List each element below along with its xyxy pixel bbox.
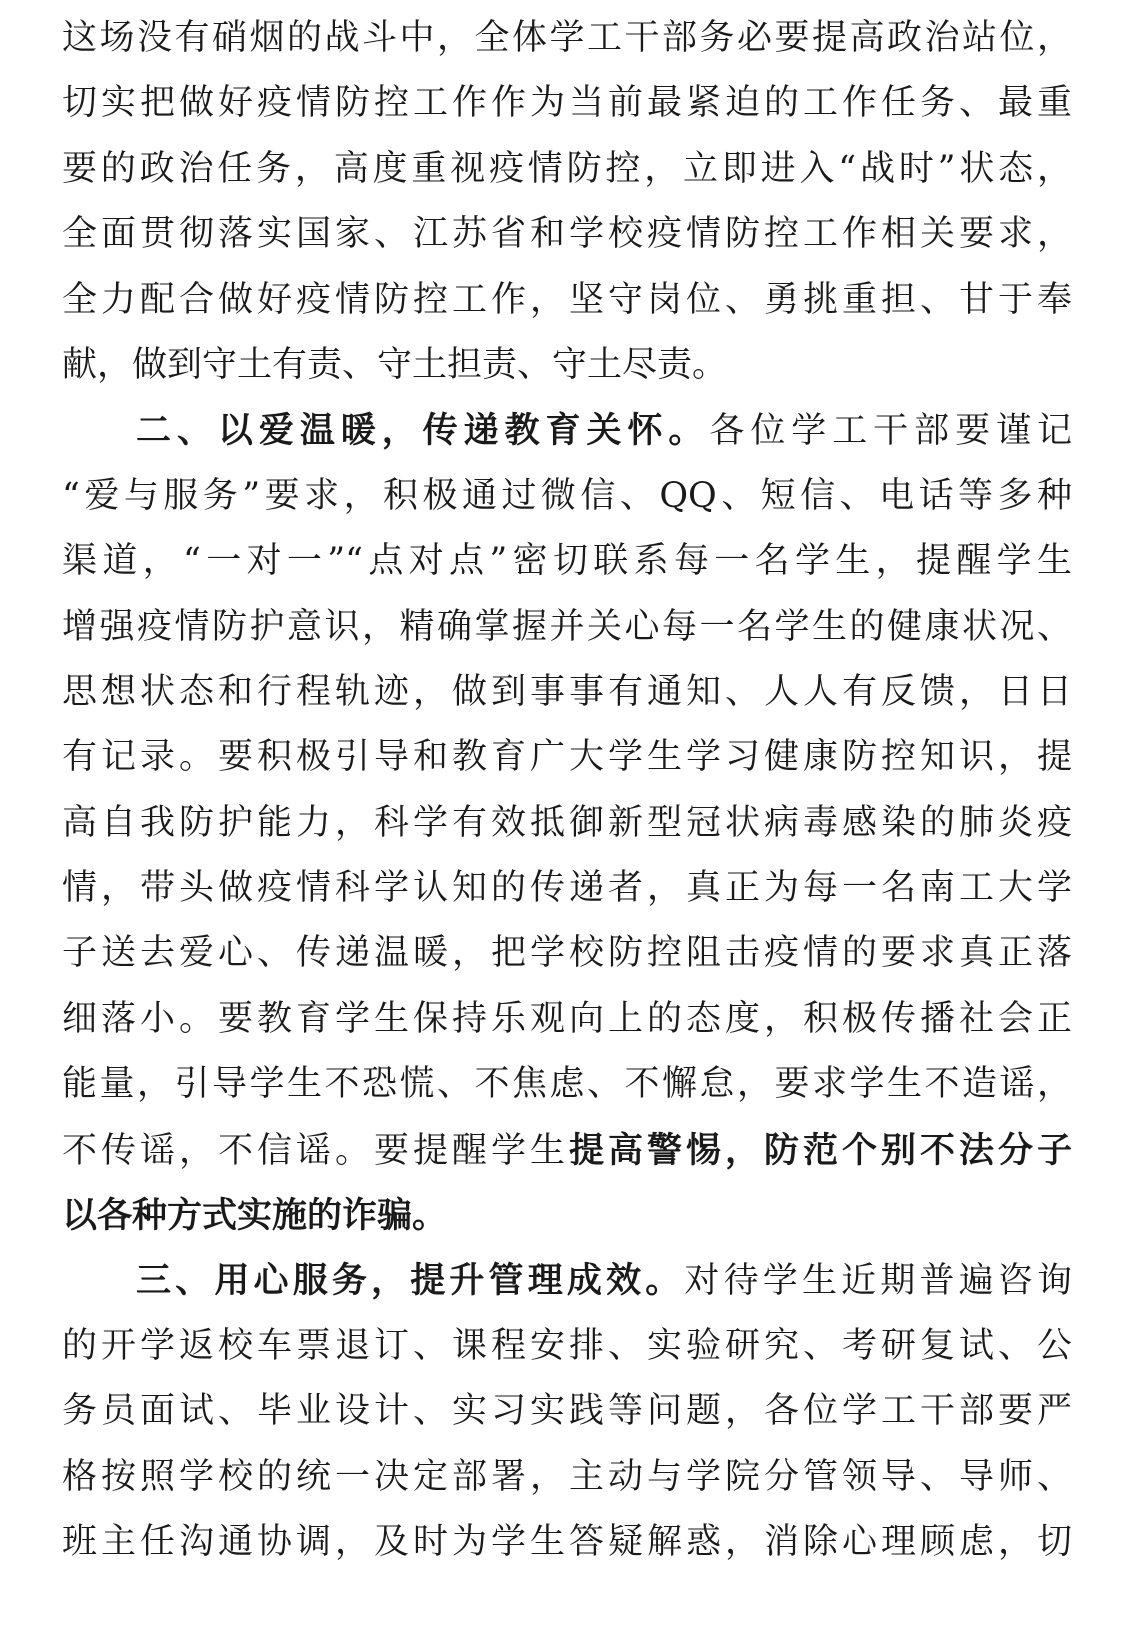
paragraph-1-line-4: 全面贯彻落实国家、江苏省和学校疫情防控工作相关要求，	[62, 214, 1072, 255]
paragraph-1-line-5: 全力配合做好疫情防控工作，坚守岗位、勇挑重担、甘于奉	[62, 279, 1072, 320]
paragraph-2-line-8: 情，带头做疫情科学认知的传递者，真正为每一名南工大学	[62, 868, 1072, 909]
paragraph-1-line-6: 献，做到守土有责、守土担责、守土尽责。	[62, 344, 728, 385]
paragraph-2-line-5: 思想状态和行程轨迹，做到事事有通知、人人有反馈，日日	[62, 671, 1072, 712]
section-heading-2: 二、以爱温暖，传递教育关怀。	[136, 410, 710, 452]
paragraph-2-line-10: 细落小。要教育学生保持乐观向上的态度，积极传播社会正	[62, 998, 1072, 1039]
paragraph-1-line-2: 切实把做好疫情防控工作作为当前最紧迫的工作任务、最重	[62, 83, 1072, 124]
paragraph-2-line-6: 有记录。要积极引导和教育广大学生学习健康防控知识，提	[62, 737, 1072, 778]
paragraph-2-line-9: 子送去爱心、传递温暖，把学校防控阻击疫情的要求真正落	[62, 933, 1072, 974]
paragraph-2-line-3: 渠道，“一对一”“点对点”密切联系每一名学生，提醒学生	[62, 541, 1072, 582]
paragraph-2-line-12	[62, 1118, 1072, 1183]
paragraph-3-line-3: 务员面试、毕业设计、实习实践等问题，各位学工干部要严	[62, 1391, 1072, 1432]
paragraph-2-line-12-text: 不传谣，不信谣。要提醒学生	[62, 1130, 569, 1171]
paragraph-2-first-line	[62, 398, 1072, 463]
section-heading-3: 三、用心服务，提升管理成效。	[136, 1260, 685, 1302]
paragraph-2-line-12-bold-text: 提高警惕，防范个别不法分子	[569, 1129, 1072, 1171]
paragraph-2-line-11: 能量，引导学生不恐慌、不焦虑、不懈怠，要求学生不造谣，	[62, 1064, 1072, 1105]
paragraph-3-line-5: 班主任沟通协调，及时为学生答疑解惑，消除心理顾虑，切	[62, 1521, 1072, 1562]
document-body	[62, 6, 1072, 1575]
paragraph-1-line-1: 这场没有硝烟的战斗中，全体学工干部务必要提高政治站位，	[62, 18, 1072, 58]
paragraph-1-line-3: 要的政治任务，高度重视疫情防控，立即进入“战时”状态，	[62, 148, 1072, 189]
paragraph-2-first-line-text: 各位学工干部要谨记	[709, 411, 1072, 452]
paragraph-2-line-2: “爱与服务”要求，积极通过微信、QQ、短信、电话等多种	[62, 475, 1072, 516]
paragraph-3-first-line	[62, 1248, 1072, 1313]
paragraph-2-last-line: 以各种方式实施的诈骗。	[62, 1195, 448, 1237]
paragraph-3-line-4: 格按照学校的统一决定部署，主动与学院分管领导、导师、	[62, 1456, 1072, 1497]
paragraph-2-line-7: 高自我防护能力，科学有效抵御新型冠状病毒感染的肺炎疫	[62, 802, 1072, 843]
paragraph-3-line-2: 的开学返校车票退订、课程安排、实验研究、考研复试、公	[62, 1325, 1072, 1366]
paragraph-2-line-4: 增强疫情防护意识，精确掌握并关心每一名学生的健康状况、	[62, 606, 1072, 647]
paragraph-3-first-line-text: 对待学生近期普遍咨询	[684, 1261, 1072, 1302]
